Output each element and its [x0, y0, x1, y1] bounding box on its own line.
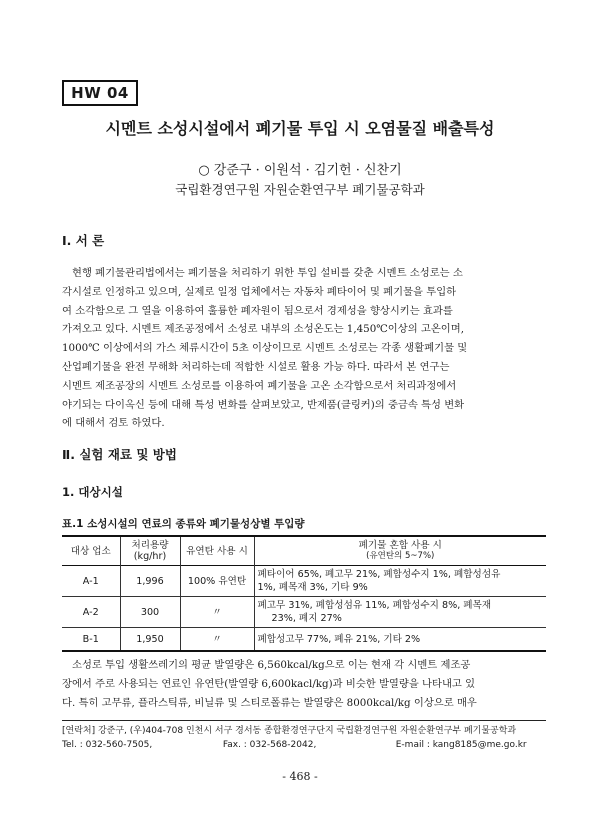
table-row	[62, 597, 546, 628]
text-line: 야기되는 다이옥신 등에 대해 특성 변화를 살펴보았고, 반제품(클링커)의 중금속 특성 변화	[62, 398, 465, 411]
header-amount-label: 처리용량	[131, 540, 169, 551]
text-line: 장에서 주로 사용되는 연료인 유연탄(발열량 6,600kacl/kg)과 비슷한 발열량을 나타내고 있	[62, 677, 476, 690]
cell-unit: B-1	[82, 633, 99, 645]
cell-amount: 1,950	[120, 628, 180, 652]
contact-fax: Fax. : 032-568-2042,	[222, 740, 317, 750]
text-line: 다. 특히 고무류, 플라스틱류, 비닐류 및 스티로폴류는 발열량은 8000kcal/kg 이상으로 매우	[62, 696, 477, 709]
header-fuel: 유연탄 사용 시	[180, 536, 254, 566]
text-line: 여 소각함으로 그 열을 이용하여 훌륭한 폐자원이 됨으로서 경제성을 향상시키는 효과를	[62, 304, 453, 317]
text-line: 산업폐기물을 완전 무해화 처리하는데 적합한 시설로 활용 가능 하다. 따라서 본 연구는	[62, 360, 450, 373]
paper-code: HW 04	[62, 80, 138, 106]
contact-email: E-mail : kang8185@me.go.kr	[395, 740, 527, 750]
text-line: 1000℃ 이상에서의 가스 체류시간이 5초 이상이므로 시멘트 소성로는 각종 생활폐기물 및	[62, 342, 468, 355]
cell-waste-line: 폐합성고무 77%, 폐유 21%, 기타 2%	[257, 633, 421, 645]
section-heading-introduction: Ⅰ. 서 론	[62, 233, 105, 248]
table-caption: 표.1 소성시설의 연료의 종류와 폐기물성상별 투입량	[62, 518, 305, 530]
contact-tel: Tel. : 032-560-7505,	[62, 740, 153, 750]
header-amount-unit: (kg/hr)	[133, 551, 167, 562]
table-header-row	[62, 536, 546, 566]
cell-unit: A-2	[82, 606, 99, 618]
section-heading-methods: Ⅱ. 실험 재료 및 방법	[62, 447, 177, 462]
table-row	[62, 566, 546, 597]
text-line: 소성로 투입 생활쓰레기의 평균 발열량은 6,560kcal/kg으로 이는 현재 각 시멘트 제조공	[72, 659, 471, 671]
text-line: 가져오고 있다. 시멘트 제조공정에서 소성로 내부의 소성온도는 1,450℃이상의 고온이며,	[62, 323, 464, 336]
text-line: 시멘트 제조공장의 시멘트 소성로를 이용하여 폐기물을 고온 소각함으로서 처리과정에서	[62, 379, 457, 392]
contact-address: [연락처] 강준구, (우)404-708 인천시 서구 경서동 종합환경연구단지 국립환경연구원 자원순환연구부 폐기물공학과	[62, 726, 517, 736]
table-row	[62, 628, 546, 652]
fuel-waste-table	[62, 535, 546, 652]
cell-amount: 300	[120, 597, 180, 628]
text-line: 에 대해서 검토 하였다.	[62, 417, 165, 430]
introduction-paragraph	[62, 264, 542, 433]
cell-fuel: 100% 유연탄	[180, 566, 254, 597]
authors: ○ 강준구 · 이원석 · 김기헌 · 신찬기	[198, 163, 402, 178]
cell-amount: 1,996	[120, 566, 180, 597]
cell-waste	[254, 628, 546, 652]
header-unit: 대상 업소	[70, 545, 111, 557]
header-waste-sub: (유연탄의 5~7%)	[366, 551, 435, 561]
contact-row	[62, 738, 546, 752]
footer-divider	[62, 720, 546, 721]
cell-waste-line: 폐타이어 65%, 폐고무 21%, 폐합성수지 1%, 폐합성섬유	[257, 569, 501, 580]
text-line: 현행 폐기물관리법에서는 폐기물을 처리하기 위한 투입 설비를 갖춘 시멘트 소성로는 소	[72, 267, 463, 279]
cell-waste-line: 1%, 폐목재 3%, 기타 9%	[257, 582, 368, 593]
cell-fuel: 〃	[180, 628, 254, 652]
page-number: - 468 -	[282, 770, 318, 783]
contact-footer	[62, 724, 546, 752]
header-amount	[120, 536, 180, 566]
cell-waste	[254, 566, 546, 597]
cell-unit: A-1	[82, 575, 99, 587]
cell-fuel: 〃	[180, 597, 254, 628]
affiliation: 국립환경연구원 자원순환연구부 폐기물공학과	[175, 182, 425, 197]
paper-title: 시멘트 소성시설에서 폐기물 투입 시 오염물질 배출특성	[105, 119, 495, 138]
methods-paragraph	[62, 656, 542, 712]
subsection-heading-facility: 1. 대상시설	[62, 485, 123, 499]
header-waste-label: 폐기물 혼합 사용 시	[358, 540, 442, 551]
cell-waste-line: 폐고무 31%, 폐합성섬유 11%, 폐합성수지 8%, 폐목재	[257, 600, 492, 611]
header-waste	[254, 536, 546, 566]
cell-waste	[254, 597, 546, 628]
cell-waste-line: 23%, 폐지 27%	[271, 613, 342, 624]
text-line: 각시설로 인정하고 있으며, 실제로 일정 업체에서는 자동차 폐타이어 및 폐기물을 투입하	[62, 285, 457, 298]
